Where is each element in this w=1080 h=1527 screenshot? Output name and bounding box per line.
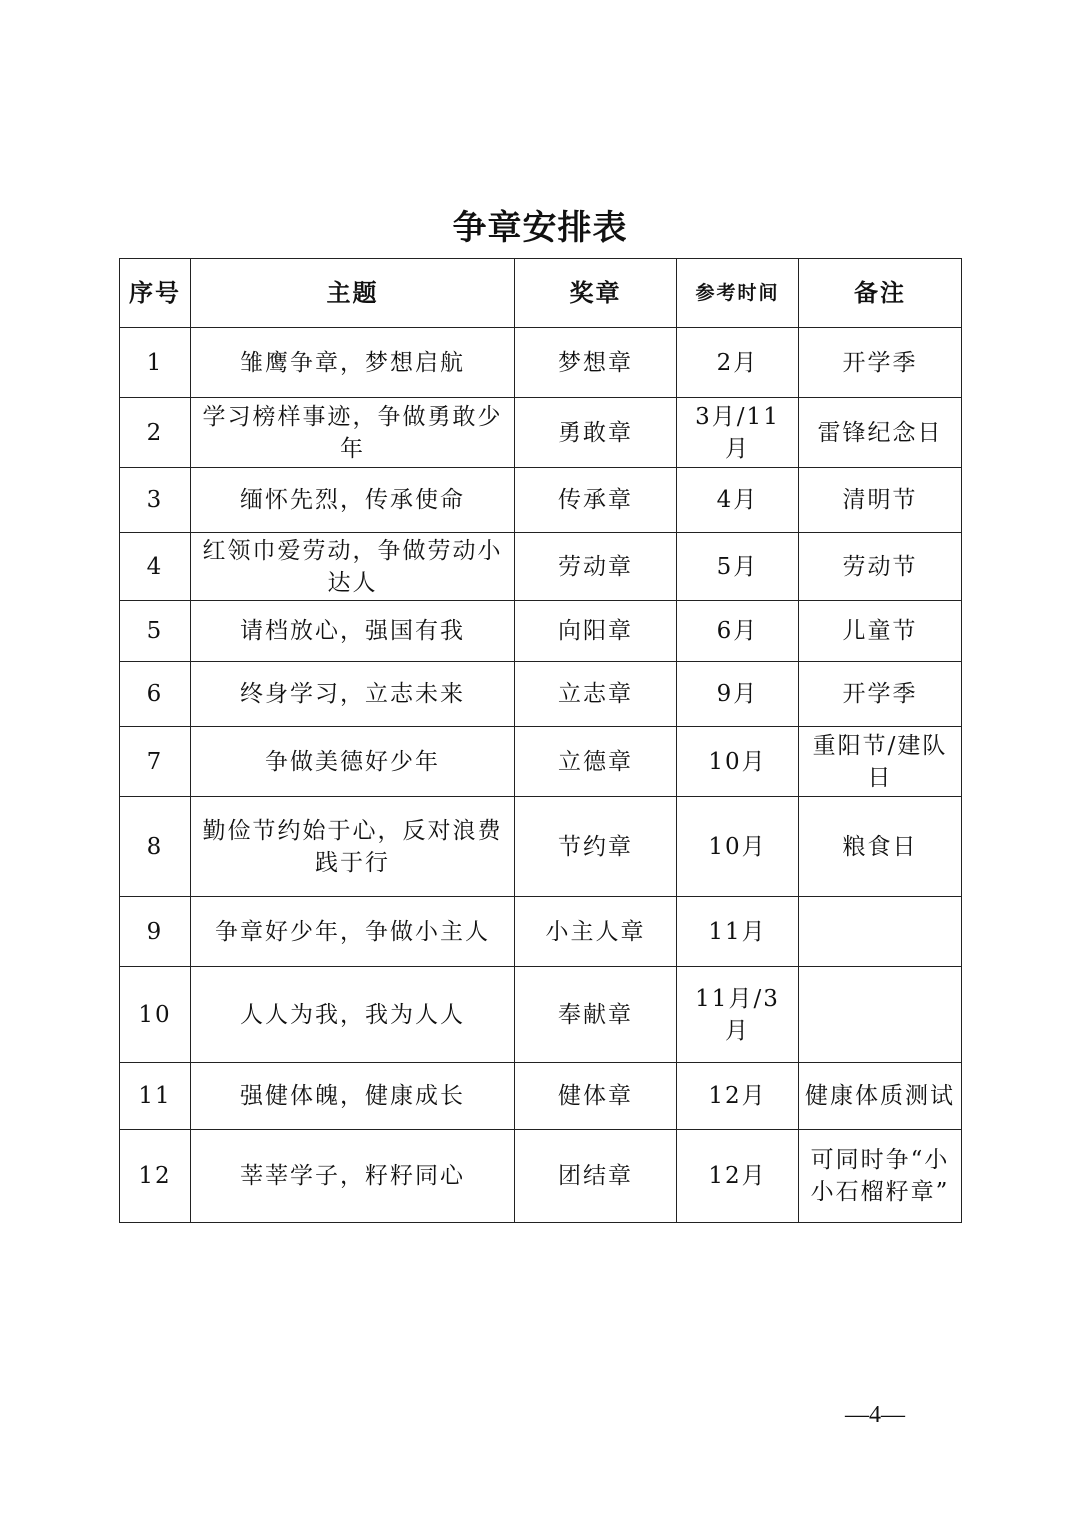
table-row	[120, 601, 962, 662]
cell-theme: 缅怀先烈，传承使命	[191, 468, 515, 533]
cell-note: 儿童节	[799, 601, 962, 662]
cell-no: 11	[120, 1063, 191, 1130]
cell-time: 3月/11月	[677, 398, 799, 468]
cell-theme: 人人为我，我为人人	[191, 967, 515, 1063]
cell-no: 4	[120, 533, 191, 601]
cell-time: 12月	[677, 1130, 799, 1223]
cell-theme: 争做美德好少年	[191, 727, 515, 797]
cell-no: 5	[120, 601, 191, 662]
cell-no: 8	[120, 797, 191, 897]
table-row	[120, 727, 962, 797]
cell-time: 9月	[677, 662, 799, 727]
cell-badge: 勇敢章	[515, 398, 677, 468]
cell-note	[799, 897, 962, 967]
table-row	[120, 897, 962, 967]
cell-theme: 请档放心，强国有我	[191, 601, 515, 662]
cell-note: 可同时争“小小石榴籽章”	[799, 1130, 962, 1223]
cell-no: 2	[120, 398, 191, 468]
cell-note: 开学季	[799, 662, 962, 727]
cell-theme: 学习榜样事迹，争做勇敢少年	[191, 398, 515, 468]
header-note: 备注	[799, 259, 962, 328]
cell-note: 重阳节/建队日	[799, 727, 962, 797]
cell-no: 1	[120, 328, 191, 398]
cell-note	[799, 967, 962, 1063]
header-theme: 主题	[191, 259, 515, 328]
cell-note: 健康体质测试	[799, 1063, 962, 1130]
cell-no: 12	[120, 1130, 191, 1223]
cell-theme: 终身学习，立志未来	[191, 662, 515, 727]
cell-theme: 勤俭节约始于心，反对浪费践于行	[191, 797, 515, 897]
cell-note: 雷锋纪念日	[799, 398, 962, 468]
cell-badge: 团结章	[515, 1130, 677, 1223]
cell-time: 10月	[677, 727, 799, 797]
cell-note: 粮食日	[799, 797, 962, 897]
cell-no: 10	[120, 967, 191, 1063]
cell-badge: 节约章	[515, 797, 677, 897]
cell-theme: 莘莘学子，籽籽同心	[191, 1130, 515, 1223]
header-time: 参考时间	[677, 259, 799, 328]
table-row	[120, 328, 962, 398]
cell-badge: 奉献章	[515, 967, 677, 1063]
cell-time: 10月	[677, 797, 799, 897]
cell-badge: 传承章	[515, 468, 677, 533]
cell-theme: 争章好少年，争做小主人	[191, 897, 515, 967]
cell-time: 11月	[677, 897, 799, 967]
cell-note: 开学季	[799, 328, 962, 398]
table-row	[120, 1130, 962, 1223]
cell-theme: 强健体魄，健康成长	[191, 1063, 515, 1130]
cell-time: 4月	[677, 468, 799, 533]
cell-time: 11月/3月	[677, 967, 799, 1063]
table-row	[120, 468, 962, 533]
table-row	[120, 967, 962, 1063]
badge-schedule-table	[119, 258, 962, 1223]
cell-theme: 雏鹰争章，梦想启航	[191, 328, 515, 398]
table-row	[120, 1063, 962, 1130]
cell-badge: 梦想章	[515, 328, 677, 398]
cell-badge: 立德章	[515, 727, 677, 797]
cell-time: 12月	[677, 1063, 799, 1130]
header-no: 序号	[120, 259, 191, 328]
table-row	[120, 533, 962, 601]
cell-time: 6月	[677, 601, 799, 662]
cell-no: 3	[120, 468, 191, 533]
table-row	[120, 398, 962, 468]
cell-badge: 立志章	[515, 662, 677, 727]
table-header-row	[120, 259, 962, 328]
cell-badge: 小主人章	[515, 897, 677, 967]
cell-no: 7	[120, 727, 191, 797]
cell-note: 清明节	[799, 468, 962, 533]
cell-note: 劳动节	[799, 533, 962, 601]
cell-badge: 健体章	[515, 1063, 677, 1130]
cell-badge: 向阳章	[515, 601, 677, 662]
header-badge: 奖章	[515, 259, 677, 328]
page-number: —4—	[845, 1402, 905, 1428]
cell-badge: 劳动章	[515, 533, 677, 601]
cell-no: 6	[120, 662, 191, 727]
cell-theme: 红领巾爱劳动，争做劳动小达人	[191, 533, 515, 601]
page-title: 争章安排表	[452, 208, 628, 248]
cell-time: 2月	[677, 328, 799, 398]
cell-no: 9	[120, 897, 191, 967]
table-row	[120, 797, 962, 897]
cell-time: 5月	[677, 533, 799, 601]
table-row	[120, 662, 962, 727]
